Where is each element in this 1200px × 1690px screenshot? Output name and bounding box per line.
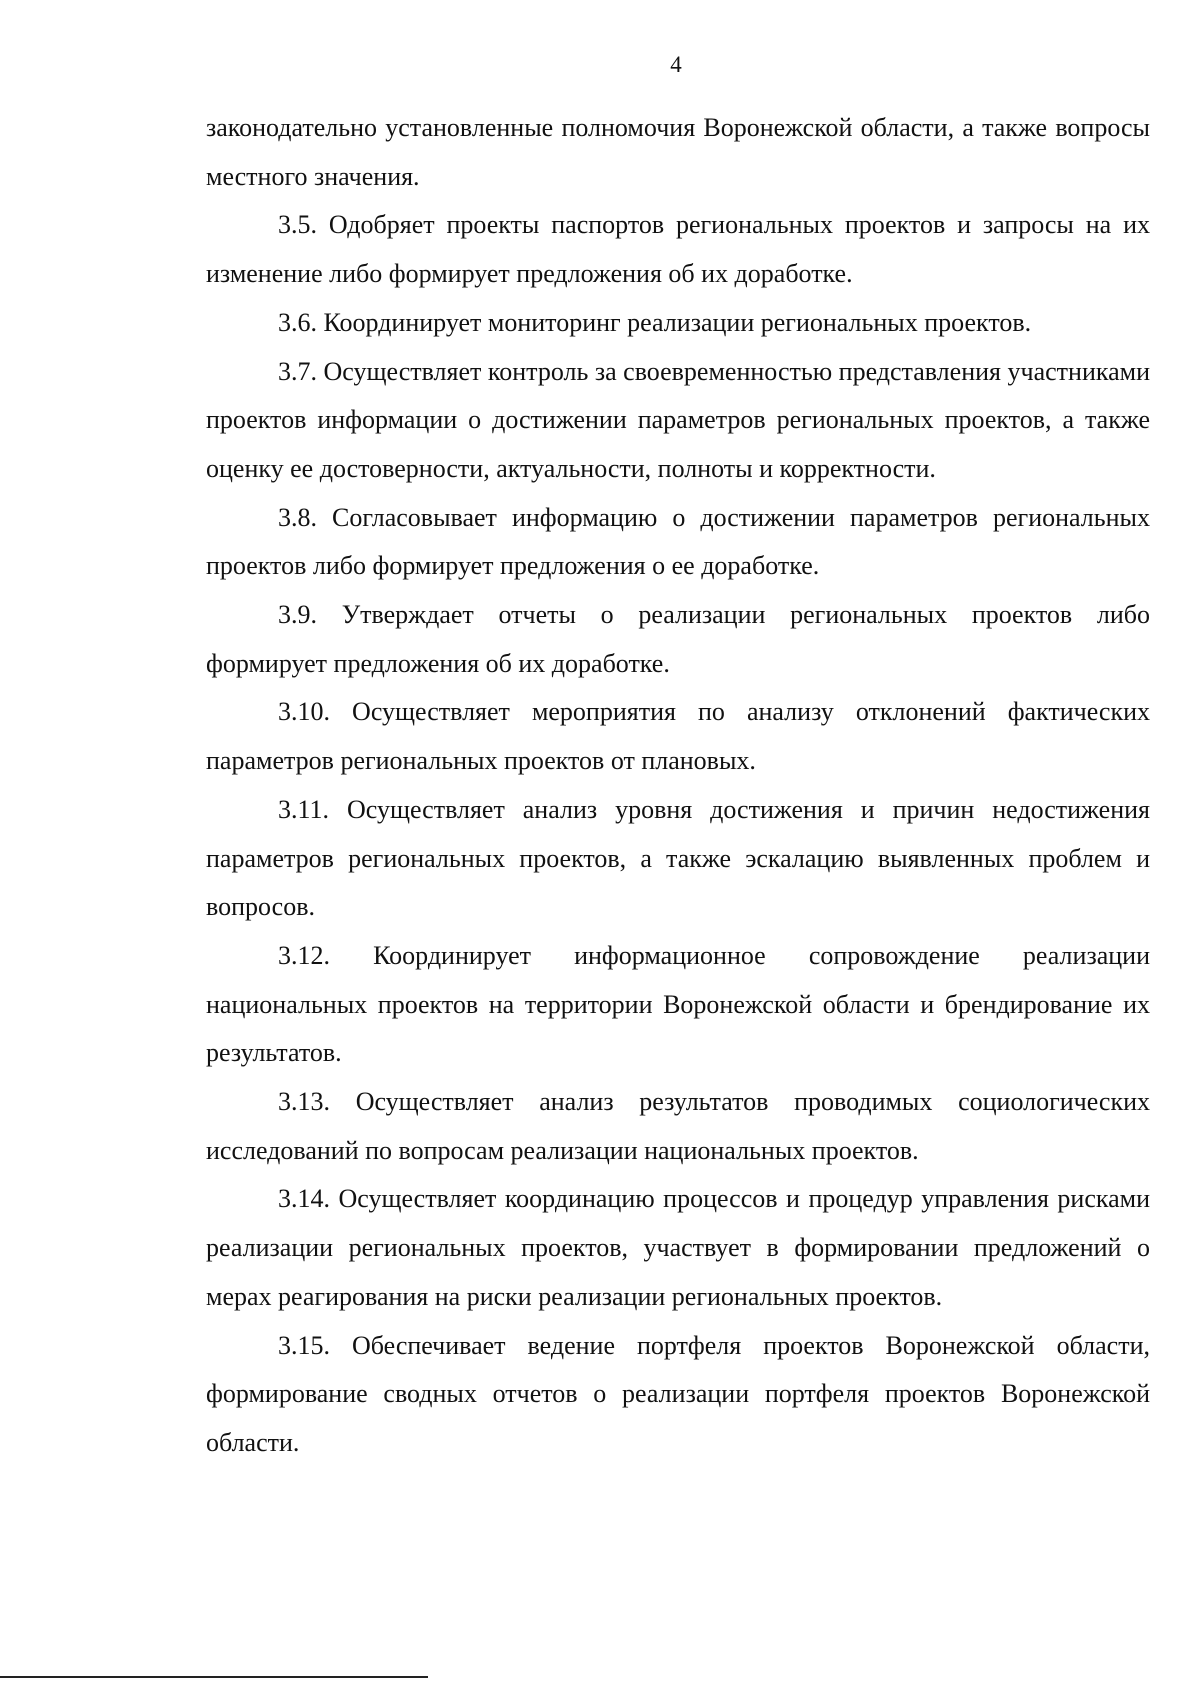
paragraph-text: Осуществляет координацию процессов и процедур управления рисками реализации региональных проектов, участвует в формировании предложений о мерах реагирования на риски реализации региональных проектов. bbox=[206, 1184, 1150, 1311]
paragraph-text: Координирует мониторинг реализации региональных проектов. bbox=[323, 307, 1032, 337]
paragraph-text: Согласовывает информацию о достижении параметров региональных проектов либо формирует предложения о ее доработке. bbox=[206, 502, 1151, 581]
paragraph-text: Утверждает отчеты о реализации региональных проектов либо формирует предложения об их доработке. bbox=[206, 600, 1151, 678]
paragraph-3-10 bbox=[206, 688, 1150, 785]
paragraph-text: Осуществляет анализ результатов проводимых социологических исследований по вопросам реализации национальных проектов. bbox=[206, 1087, 1151, 1165]
paragraph-continuation bbox=[206, 104, 1150, 201]
paragraph-3-14 bbox=[206, 1175, 1150, 1321]
paragraph-number: 3.8. bbox=[278, 502, 317, 532]
paragraph-text: законодательно установленные полномочия Воронежской области, а также вопросы местного значения. bbox=[206, 113, 1150, 191]
paragraph-text: Осуществляет контроль за своевременностью представления участниками проектов информации о достижении параметров региональных проектов, а также оценку ее достоверности, актуальности, полноты и корректности. bbox=[206, 356, 1150, 483]
paragraph-3-15 bbox=[206, 1322, 1150, 1468]
paragraph-3-12 bbox=[206, 932, 1150, 1078]
paragraph-text: Осуществляет мероприятия по анализу отклонений фактических параметров региональных проектов от плановых. bbox=[206, 697, 1150, 776]
paragraph-number: 3.7. bbox=[278, 356, 317, 386]
paragraph-3-8 bbox=[206, 494, 1150, 591]
paragraph-number: 3.14. bbox=[278, 1184, 330, 1214]
page-number: 4 bbox=[670, 52, 682, 77]
paragraph-3-5 bbox=[206, 201, 1150, 298]
paragraph-text: Одобряет проекты паспортов региональных проектов и запросы на их изменение либо формирует предложения об их доработке. bbox=[206, 210, 1151, 289]
paragraph-number: 3.11. bbox=[278, 794, 330, 824]
paragraph-number: 3.10. bbox=[278, 697, 330, 727]
document-body bbox=[206, 104, 1150, 1468]
paragraph-number: 3.12. bbox=[278, 940, 330, 970]
paragraph-number: 3.5. bbox=[278, 210, 317, 240]
paragraph-3-13 bbox=[206, 1078, 1150, 1175]
paragraph-number: 3.6. bbox=[278, 307, 317, 337]
paragraph-3-11 bbox=[206, 786, 1150, 932]
paragraph-text: Координирует информационное сопровождение реализации национальных проектов на территории Воронежской области и брендирование их результатов. bbox=[206, 940, 1151, 1068]
paragraph-number: 3.9. bbox=[278, 600, 317, 630]
paragraph-number: 3.13. bbox=[278, 1087, 330, 1117]
footer-divider bbox=[0, 1676, 428, 1678]
paragraph-3-6 bbox=[206, 299, 1150, 348]
paragraph-text: Обеспечивает ведение портфеля проектов Воронежской области, формирование сводных отчетов о реализации портфеля проектов Воронежской области. bbox=[206, 1330, 1150, 1457]
paragraph-text: Осуществляет анализ уровня достижения и причин недостижения параметров региональных проектов, а также эскалацию выявленных проблем и вопросов. bbox=[206, 794, 1150, 922]
paragraph-number: 3.15. bbox=[278, 1330, 330, 1360]
paragraph-3-9 bbox=[206, 591, 1150, 688]
paragraph-3-7 bbox=[206, 348, 1150, 494]
